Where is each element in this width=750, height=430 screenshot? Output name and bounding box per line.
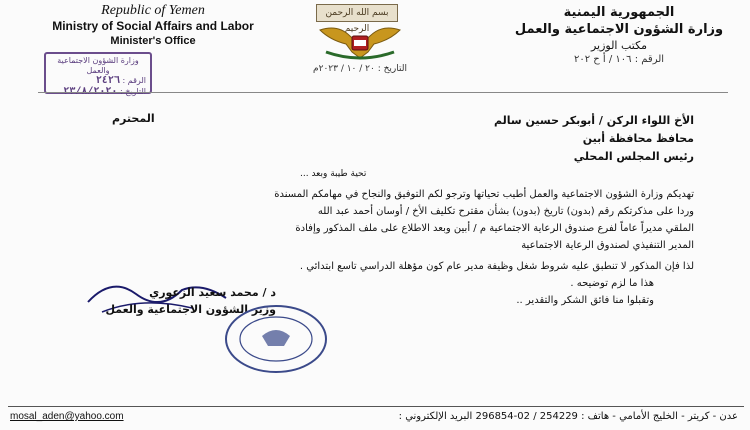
recipient-line-2: محافظ محافظة أبين — [582, 132, 694, 145]
paragraph-5: لذا فإن المذكور لا تنطبق عليه شروط شغل وظيفة مدير عام كون مؤهلة الدراسي تاسع ابتدائي . — [299, 261, 694, 272]
footer-divider — [8, 406, 744, 407]
eagle-emblem-icon — [316, 22, 404, 62]
recipient-line-1: الأخ اللواء الركن / أبوبكر حسين سالم — [494, 114, 694, 127]
stamp-ref-value: ٢٤٢٦ — [95, 76, 120, 87]
paragraph-1: تهديكم وزارة الشؤون الاجتماعية والعمل أطيب تحياتها وترجو لكم التوفيق والنجاح في مهامكم المسندة — [274, 189, 694, 200]
footer-address: عدن - كريتر - الخليج الأمامي - هاتف : 254229 / 02-296854 البريد الإلكتروني : — [398, 411, 738, 422]
signatory-name: د / محمد سعيد الزعوري — [149, 286, 276, 299]
incoming-stamp — [44, 52, 152, 98]
stamp-ministry: وزارة الشؤون الاجتماعية والعمل — [57, 56, 139, 75]
header-english — [38, 2, 268, 48]
header-en-country: Republic of Yemen — [101, 3, 205, 18]
stamp-date-row: التاريخ : ٢٣/٨/٢٠٢٠ — [63, 87, 146, 98]
paragraph-4: المدير التنفيذي لصندوق الرعاية الاجتماعية — [521, 240, 694, 251]
closing-line: وتقبلوا منا فائق الشكر والتقدير .. — [516, 295, 654, 306]
paragraph-3: الملقي مديراً عاماً لفرع صندوق الرعاية الاجتماعية م / أبين وبعد الاطلاع على ملف المذكور وإفادة — [295, 223, 694, 234]
signatory-title: وزير الشؤون الاجتماعية والعمل — [105, 303, 276, 316]
header-arabic — [504, 4, 734, 67]
letter-date: التاريخ : ٢٠ / ١٠ / ٢٠٢٣م — [313, 64, 407, 74]
recipient-line-3: رئيس المجلس المحلي — [573, 150, 694, 163]
header-ar-office: مكتب الوزير — [590, 39, 648, 52]
greeting-line: تحية طيبة وبعد ... — [300, 169, 367, 179]
header-ar-ref: الرقم : ١٠٦ / أ ح ٢٠٢ — [573, 54, 665, 65]
header-en-office: Minister's Office — [110, 35, 196, 47]
stamp-date-label: التاريخ — [125, 87, 146, 96]
basmala-banner: بسم الله الرحمن الرحيم — [316, 4, 398, 22]
paragraph-2: وردا على مذكرتكم رقم (بدون) تاريخ (بدون) بشأن مقترح تكليف الأخ / أوسان أحمد عبد الله — [317, 206, 694, 217]
stamp-ref-label: الرقم — [127, 76, 146, 85]
header-en-ministry: Ministry of Social Affairs and Labor — [52, 19, 254, 33]
respected-label: المحترم — [112, 112, 155, 125]
stamp-ref-row: الرقم : ٢٤٢٦ — [95, 76, 146, 87]
stamp-date-value: ٢٣/٨/٢٠٢٠ — [63, 87, 118, 98]
header-ar-country: الجمهورية اليمنية — [563, 5, 675, 20]
header-ar-ministry: وزارة الشؤون الاجتماعية والعمل — [514, 22, 724, 37]
footer-email-link[interactable]: mosal_aden@yahoo.com — [10, 411, 124, 422]
official-seal-icon — [222, 302, 330, 376]
paragraph-6: هذا ما لزم توضيحه . — [570, 278, 654, 289]
header-divider — [38, 92, 728, 93]
